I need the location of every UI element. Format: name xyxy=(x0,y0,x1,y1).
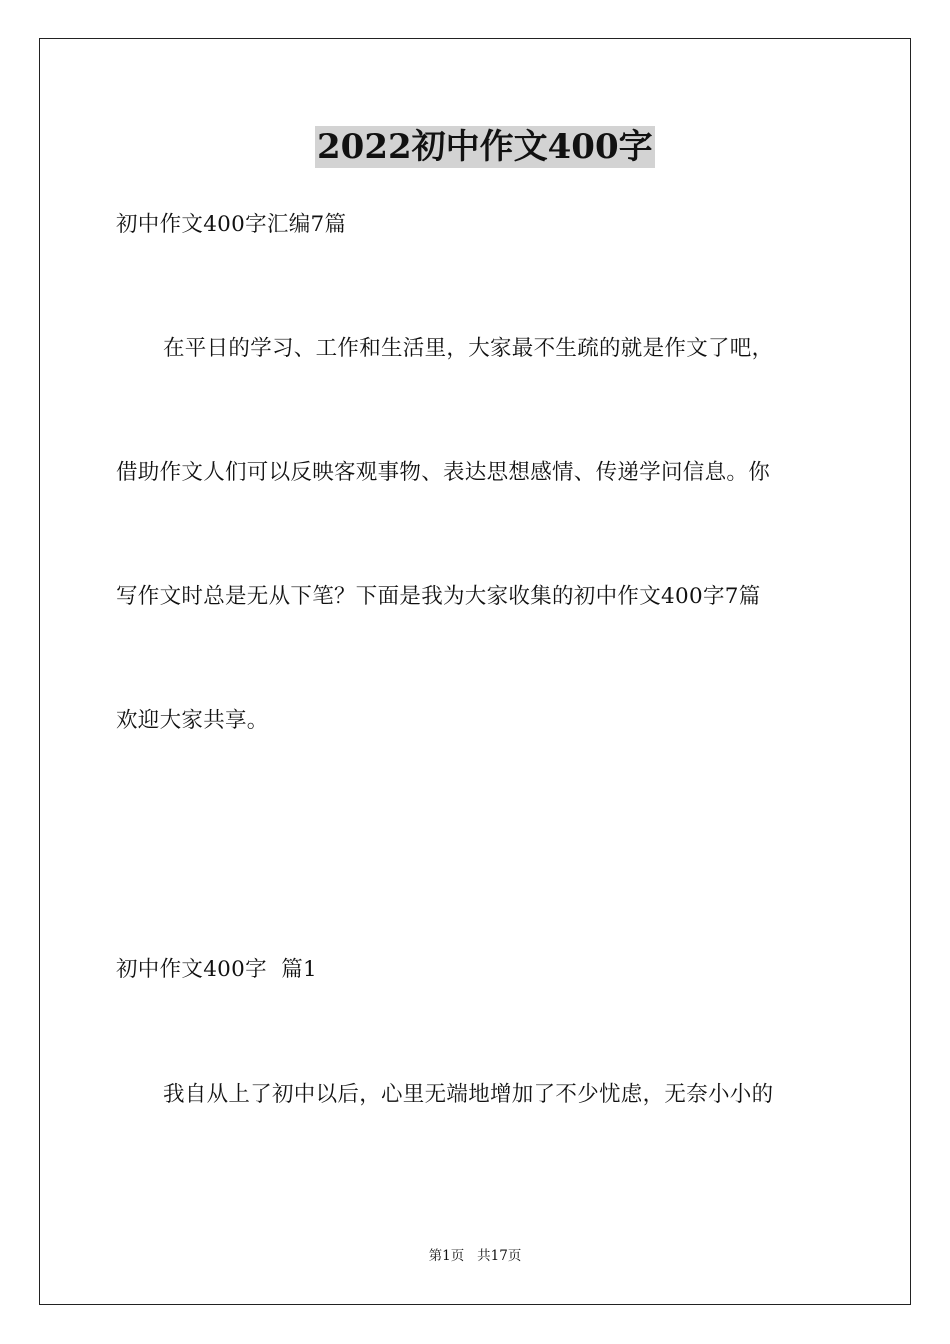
section-line-1: 我自从上了初中以后，心里无端地增加了不少忧虑，无奈小小的 xyxy=(163,1082,774,1107)
intro-line-1: 在平日的学习、工作和生活里，大家最不生疏的就是作文了吧， xyxy=(163,336,774,361)
document-title: 2022初中作文400字 xyxy=(317,127,653,167)
intro-line-4: 欢迎大家共享。 xyxy=(116,708,269,733)
document-subtitle: 初中作文400字汇编7篇 xyxy=(116,212,347,237)
intro-line-3: 写作文时总是无从下笔？下面是我为大家收集的初中作文400字7篇 xyxy=(116,584,761,609)
intro-line-2: 借助作文人们可以反映客观事物、表达思想感情、传递学问信息。你 xyxy=(116,460,771,485)
section-heading: 初中作文400字 篇1 xyxy=(116,957,317,982)
page-number-footer: 第1页 共17页 xyxy=(428,1248,522,1264)
